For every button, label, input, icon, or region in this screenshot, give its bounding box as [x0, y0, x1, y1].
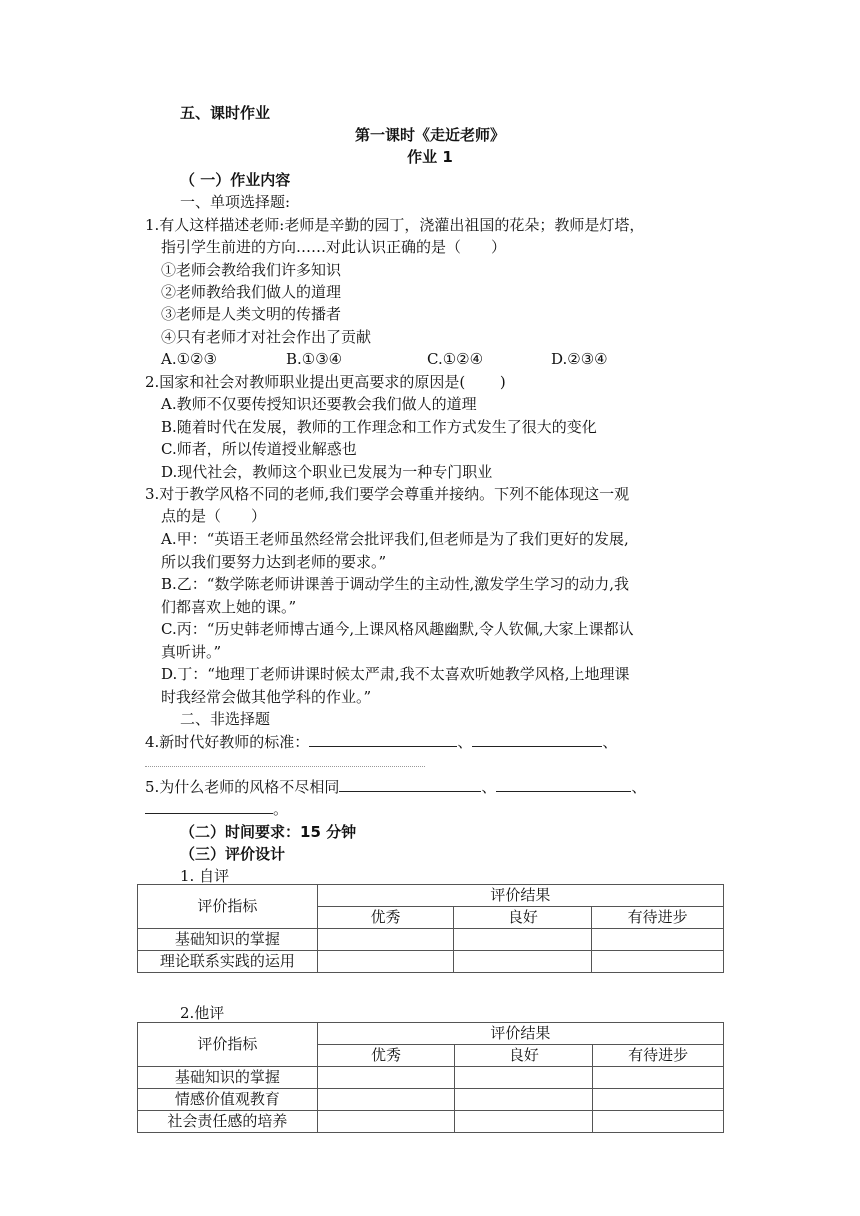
level-header: 优秀	[317, 1045, 455, 1067]
q1-option-a: A.①②③	[161, 350, 217, 368]
q1-stem-line1: 1.有人这样描述老师:老师是辛勤的园丁，浇灌出祖国的花朵；教师是灯塔，	[145, 216, 645, 234]
q5-line2	[145, 798, 288, 820]
indicator-cell: 基础知识的掌握	[138, 1067, 318, 1089]
q3-stem-line2: 点的是（ ）	[161, 507, 267, 525]
table-row	[138, 1111, 724, 1133]
q3-option-a-line1: A.甲：“英语王老师虽然经常会批评我们,但老师是为了我们更好的发展,	[161, 530, 629, 548]
q3-option-d-line1: D.丁：“地理丁老师讲课时候太严肃,我不太喜欢听她教学风格,上地理课	[161, 665, 630, 683]
indicator-cell: 基础知识的掌握	[138, 929, 318, 951]
rating-cell[interactable]	[592, 929, 724, 951]
table-row	[138, 1089, 724, 1111]
non-choice-heading: 二、非选择题	[180, 710, 271, 728]
q1-item: ①老师会教给我们许多知识	[161, 261, 342, 279]
q2-stem: 2.国家和社会对教师职业提出更高要求的原因是( )	[145, 373, 506, 391]
rating-cell[interactable]	[593, 1111, 724, 1133]
result-header: 评价结果	[317, 885, 723, 907]
q2-option-b: B.随着时代在发展，教师的工作理念和工作方式发生了很大的变化	[161, 418, 597, 436]
q1-item: ③老师是人类文明的传播者	[161, 305, 342, 323]
q5-separator: 、	[481, 778, 497, 796]
q3-option-b-line1: B.乙：“数学陈老师讲课善于调动学生的主动性,激发学生学习的动力,我	[161, 575, 629, 593]
rating-cell[interactable]	[454, 929, 592, 951]
self-eval-label: 1. 自评	[180, 867, 230, 885]
table-row	[138, 1067, 724, 1089]
q1-stem-line2: 指引学生前进的方向……对此认识正确的是（ ）	[161, 238, 507, 256]
q4-separator: 、	[602, 733, 618, 751]
content-heading: （ 一）作业内容	[180, 171, 291, 189]
q1-item: ②老师教给我们做人的道理	[161, 283, 342, 301]
q3-option-a-line2: 所以我们要努力达到老师的要求。”	[161, 553, 387, 571]
q4-blank-3[interactable]	[145, 765, 425, 767]
self-eval-table	[137, 884, 724, 973]
q1-item: ④只有老师才对社会作出了贡献	[161, 328, 372, 346]
indicator-cell: 社会责任感的培养	[138, 1111, 318, 1133]
table-row	[138, 929, 724, 951]
q3-option-c-line2: 真听讲。”	[161, 643, 222, 661]
q3-option-d-line2: 时我经常会做其他学科的作业。”	[161, 688, 372, 706]
homework-title: 作业 1	[407, 148, 453, 166]
q2-option-a: A.教师不仅要传授知识还要教会我们做人的道理	[161, 395, 477, 413]
q5-blank-3[interactable]	[145, 798, 273, 814]
q1-option-d: D.②③④	[551, 350, 608, 368]
rating-cell[interactable]	[317, 1089, 455, 1111]
q4-separator: 、	[457, 733, 473, 751]
indicator-cell: 理论联系实践的运用	[138, 951, 318, 973]
single-choice-heading: 一、单项选择题:	[180, 193, 291, 211]
q4-line	[145, 731, 617, 753]
rating-cell[interactable]	[593, 1067, 724, 1089]
level-header: 有待进步	[593, 1045, 724, 1067]
q3-option-b-line2: 们都喜欢上她的课。”	[161, 598, 297, 616]
q5-stem: 5.为什么老师的风格不尽相同	[145, 778, 340, 796]
table-row	[138, 951, 724, 973]
rating-cell[interactable]	[317, 951, 454, 973]
level-header: 良好	[454, 907, 592, 929]
q4-blank-1[interactable]	[309, 731, 457, 747]
indicator-header: 评价指标	[138, 1023, 318, 1067]
rating-cell[interactable]	[455, 1111, 593, 1133]
q2-option-d: D.现代社会，教师这个职业已发展为一种专门职业	[161, 463, 493, 481]
q2-option-c: C.师者，所以传道授业解惑也	[161, 440, 357, 458]
q3-stem-line1: 3.对于教学风格不同的老师,我们要学会尊重并接纳。下列不能体现这一观	[145, 485, 630, 503]
q5-blank-2[interactable]	[496, 776, 631, 792]
q4-blank-2[interactable]	[472, 731, 602, 747]
rating-cell[interactable]	[317, 1067, 455, 1089]
evaluation-heading: （三）评价设计	[180, 845, 286, 863]
q5-end: 。	[273, 800, 289, 818]
rating-cell[interactable]	[454, 951, 592, 973]
rating-cell[interactable]	[455, 1089, 593, 1111]
rating-cell[interactable]	[455, 1067, 593, 1089]
q3-option-c-line1: C.丙：“历史韩老师博古通今,上课风格风趣幽默,令人钦佩,大家上课都认	[161, 620, 634, 638]
level-header: 优秀	[317, 907, 454, 929]
level-header: 良好	[455, 1045, 593, 1067]
rating-cell[interactable]	[592, 951, 724, 973]
q1-option-b: B.①③④	[286, 350, 343, 368]
q1-option-c: C.①②④	[427, 350, 484, 368]
peer-eval-label: 2.他评	[180, 1004, 225, 1022]
rating-cell[interactable]	[317, 1111, 455, 1133]
result-header: 评价结果	[317, 1023, 723, 1045]
level-header: 有待进步	[592, 907, 724, 929]
peer-eval-table	[137, 1022, 724, 1133]
indicator-header: 评价指标	[138, 885, 318, 929]
rating-cell[interactable]	[317, 929, 454, 951]
q5-blank-1[interactable]	[339, 776, 481, 792]
section-heading: 五、课时作业	[180, 104, 271, 122]
lesson-title: 第一课时《走近老师》	[354, 126, 505, 144]
rating-cell[interactable]	[593, 1089, 724, 1111]
indicator-cell: 情感价值观教育	[138, 1089, 318, 1111]
q5-separator: 、	[631, 778, 647, 796]
time-heading: （二）时间要求：15 分钟	[180, 823, 357, 841]
q4-stem: 4.新时代好教师的标准：	[145, 733, 310, 751]
q5-line	[145, 776, 646, 798]
